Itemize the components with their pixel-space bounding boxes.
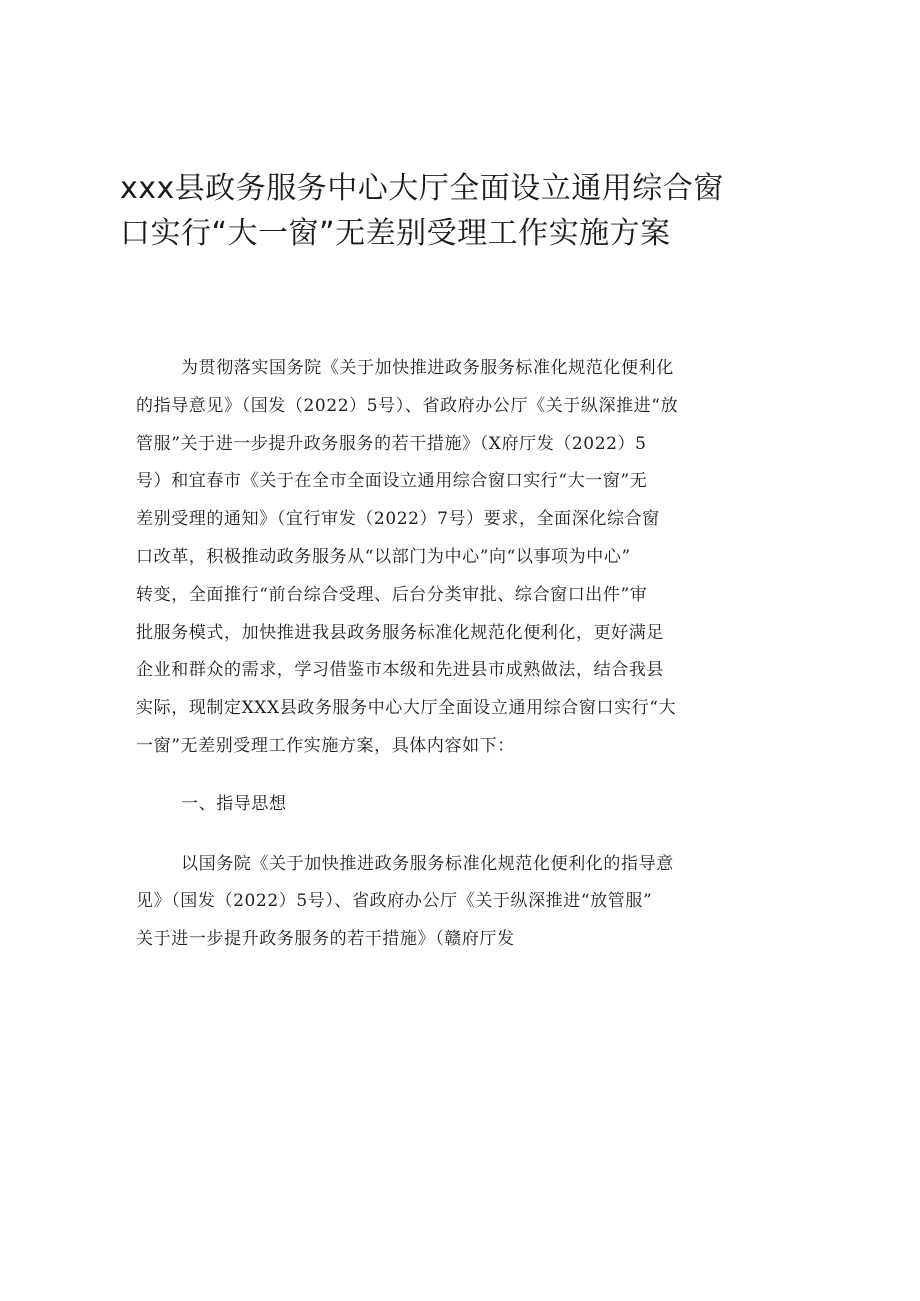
paragraph-line: 实际，现制定XXX县政务服务中心大厅全面设立通用综合窗口实行“大 — [136, 698, 677, 719]
paragraph-line: 口改革，积极推动政务服务从“以部门为中心”向“以事项为中心” — [136, 546, 631, 567]
paragraph-line: 的指导意见》（国发（2022）5号）、省政府办公厅《关于纵深推进“放 — [136, 395, 679, 416]
document-body — [136, 350, 804, 959]
section-heading-text: 一、指导思想 — [181, 793, 287, 814]
section-paragraph — [136, 846, 804, 959]
paragraph-line: 管服”关于进一步提升政务服务的若干措施》（X府厅发（2022）5 — [136, 433, 647, 454]
title-line: xxx县政务服务中心大厅全面设立通用综合窗 — [120, 171, 724, 206]
paragraph-line: 见》（国发（2022）5号）、省政府办公厅《关于纵深推进“放管服” — [136, 891, 653, 912]
paragraph-line: 以国务院《关于加快推进政务服务标准化规范化便利化的指导意 — [181, 853, 674, 874]
paragraph-line: 批服务模式，加快推进我县政务服务标准化规范化便利化，更好满足 — [136, 622, 664, 643]
intro-paragraph — [136, 350, 804, 766]
paragraph-line: 号）和宜春市《关于在全市全面设立通用综合窗口实行“大一窗”无 — [136, 471, 648, 492]
paragraph-line: 为贯彻落实国务院《关于加快推进政务服务标准化规范化便利化 — [181, 358, 674, 378]
paragraph-line: 一窗”无差别受理工作实施方案，具体内容如下： — [136, 735, 515, 756]
section-heading — [136, 786, 804, 824]
paragraph-line: 关于进一步提升政务服务的若干措施》（赣府厅发 — [136, 929, 515, 950]
paragraph-line: 转变，全面推行“前台综合受理、后台分类审批、综合窗口出件”审 — [136, 584, 648, 605]
document-title — [120, 166, 820, 256]
title-line: 口实行“大一窗”无差别受理工作实施方案 — [120, 216, 671, 251]
paragraph-line: 企业和群众的需求，学习借鉴市本级和先进县市成熟做法，结合我县 — [136, 660, 664, 681]
paragraph-line: 差别受理的通知》（宜行审发（2022）7号）要求，全面深化综合窗 — [136, 509, 660, 530]
